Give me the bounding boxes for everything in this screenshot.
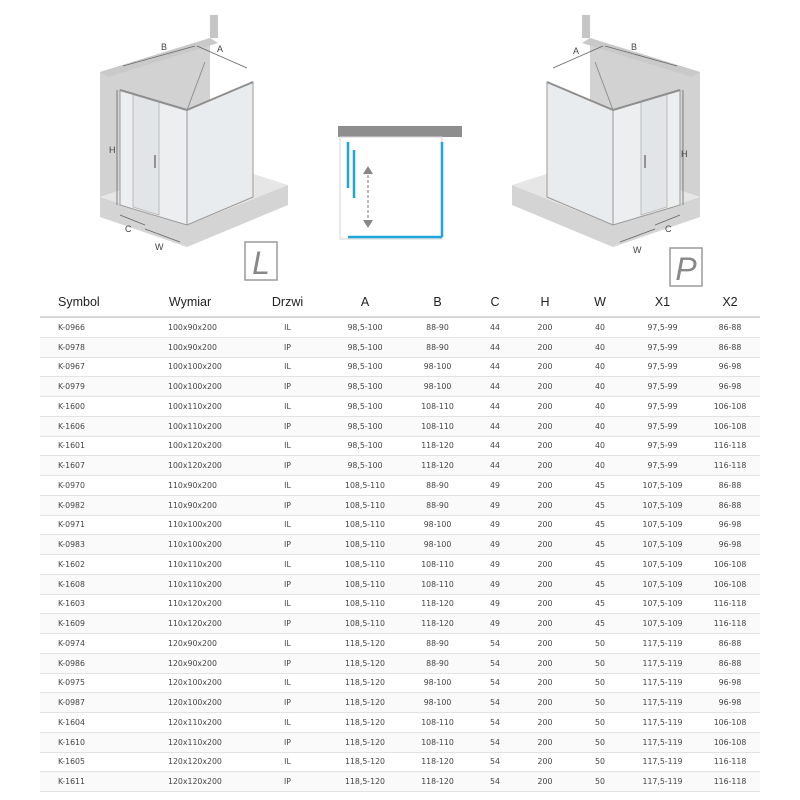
cell-c: 44: [475, 377, 515, 397]
cell-wymiar: 100x120x200: [135, 436, 245, 456]
cell-x1: 117,5-119: [625, 772, 700, 792]
left-dim-h-label: H: [109, 145, 116, 155]
cell-c: 54: [475, 732, 515, 752]
cell-drzwi: IL: [245, 594, 330, 614]
cell-x1: 97,5-99: [625, 377, 700, 397]
cell-c: 49: [475, 594, 515, 614]
cell-b: 98-100: [400, 515, 475, 535]
cell-x1: 107,5-109: [625, 535, 700, 555]
cell-h: 200: [515, 634, 575, 654]
cell-c: 54: [475, 752, 515, 772]
cell-symbol: K-0974: [40, 634, 135, 654]
cell-w: 45: [575, 594, 625, 614]
cell-c: 54: [475, 634, 515, 654]
cell-symbol: K-1609: [40, 614, 135, 634]
cell-wymiar: 120x100x200: [135, 693, 245, 713]
cell-x2: 96-98: [700, 515, 760, 535]
cell-wymiar: 120x90x200: [135, 653, 245, 673]
table-row: [40, 732, 760, 752]
cell-b: 108-110: [400, 713, 475, 733]
cell-drzwi: IP: [245, 772, 330, 792]
cell-x1: 107,5-109: [625, 555, 700, 575]
cell-a: 118,5-120: [330, 713, 400, 733]
left-dim-c-label: C: [125, 224, 132, 234]
cell-w: 40: [575, 436, 625, 456]
table-row: [40, 594, 760, 614]
column-header-symbol: Symbol: [40, 288, 135, 317]
profile-outline: [340, 137, 442, 239]
cell-h: 200: [515, 594, 575, 614]
cell-h: 200: [515, 515, 575, 535]
right-enclosure-diagram: [505, 10, 705, 290]
cell-a: 98,5-100: [330, 416, 400, 436]
cell-x1: 117,5-119: [625, 673, 700, 693]
cell-x2: 116-118: [700, 752, 760, 772]
cell-b: 108-110: [400, 574, 475, 594]
cell-x1: 107,5-109: [625, 476, 700, 496]
cell-drzwi: IP: [245, 377, 330, 397]
cell-c: 49: [475, 495, 515, 515]
cell-b: 118-120: [400, 752, 475, 772]
cell-a: 108,5-110: [330, 535, 400, 555]
cell-symbol: K-0966: [40, 317, 135, 337]
cell-drzwi: IL: [245, 397, 330, 417]
cell-a: 118,5-120: [330, 634, 400, 654]
cell-x2: 116-118: [700, 456, 760, 476]
cell-a: 108,5-110: [330, 476, 400, 496]
table-row: [40, 713, 760, 733]
cell-drzwi: IP: [245, 693, 330, 713]
cell-b: 88-90: [400, 476, 475, 496]
cell-w: 45: [575, 535, 625, 555]
table-row: [40, 673, 760, 693]
cell-symbol: K-0986: [40, 653, 135, 673]
cell-wymiar: 110x90x200: [135, 476, 245, 496]
cell-b: 108-110: [400, 416, 475, 436]
cell-b: 108-110: [400, 555, 475, 575]
cell-drzwi: IP: [245, 732, 330, 752]
right-dim-b-label: B: [631, 42, 638, 52]
cell-x1: 107,5-109: [625, 594, 700, 614]
table-row: [40, 614, 760, 634]
cell-a: 108,5-110: [330, 594, 400, 614]
cell-w: 40: [575, 377, 625, 397]
cell-x2: 86-88: [700, 495, 760, 515]
left-door-panel: [133, 94, 159, 215]
cell-x2: 96-98: [700, 673, 760, 693]
cell-h: 200: [515, 574, 575, 594]
cell-b: 88-90: [400, 317, 475, 337]
table-row: [40, 317, 760, 337]
cell-w: 50: [575, 673, 625, 693]
cell-h: 200: [515, 436, 575, 456]
cell-a: 98,5-100: [330, 377, 400, 397]
right-dim-c-label: C: [665, 224, 672, 234]
table-row: [40, 476, 760, 496]
cell-wymiar: 100x90x200: [135, 317, 245, 337]
cell-x1: 117,5-119: [625, 752, 700, 772]
cell-b: 98-100: [400, 535, 475, 555]
cell-x2: 86-88: [700, 634, 760, 654]
cell-symbol: K-1605: [40, 752, 135, 772]
cell-wymiar: 120x90x200: [135, 634, 245, 654]
cell-c: 44: [475, 436, 515, 456]
cell-x1: 117,5-119: [625, 713, 700, 733]
cell-c: 54: [475, 693, 515, 713]
right-side-wall-top: [582, 15, 590, 38]
cell-wymiar: 120x110x200: [135, 713, 245, 733]
cell-x1: 107,5-109: [625, 495, 700, 515]
cell-x1: 107,5-109: [625, 614, 700, 634]
cell-a: 118,5-120: [330, 732, 400, 752]
right-variant-letter: P: [675, 251, 697, 287]
cell-w: 50: [575, 634, 625, 654]
cell-c: 49: [475, 574, 515, 594]
cell-x1: 97,5-99: [625, 456, 700, 476]
left-dim-w-label: W: [155, 242, 164, 252]
column-header-w: W: [575, 288, 625, 317]
cell-symbol: K-0971: [40, 515, 135, 535]
cell-x2: 106-108: [700, 574, 760, 594]
cell-w: 50: [575, 752, 625, 772]
cell-h: 200: [515, 732, 575, 752]
cell-symbol: K-0978: [40, 337, 135, 357]
cell-wymiar: 100x110x200: [135, 416, 245, 436]
cell-symbol: K-1601: [40, 436, 135, 456]
cell-c: 54: [475, 772, 515, 792]
cell-c: 44: [475, 397, 515, 417]
cell-h: 200: [515, 752, 575, 772]
cell-x2: 86-88: [700, 653, 760, 673]
cell-c: 49: [475, 515, 515, 535]
cell-wymiar: 110x110x200: [135, 555, 245, 575]
cell-symbol: K-0979: [40, 377, 135, 397]
cell-b: 88-90: [400, 337, 475, 357]
cell-symbol: K-1600: [40, 397, 135, 417]
cell-x2: 106-108: [700, 713, 760, 733]
cell-x2: 116-118: [700, 614, 760, 634]
cell-w: 50: [575, 713, 625, 733]
cell-h: 200: [515, 693, 575, 713]
cell-symbol: K-0975: [40, 673, 135, 693]
cell-wymiar: 110x120x200: [135, 594, 245, 614]
cell-b: 88-90: [400, 653, 475, 673]
cell-w: 40: [575, 416, 625, 436]
cell-b: 98-100: [400, 357, 475, 377]
cell-b: 118-120: [400, 456, 475, 476]
cell-x2: 116-118: [700, 772, 760, 792]
cell-drzwi: IL: [245, 752, 330, 772]
cell-x1: 97,5-99: [625, 416, 700, 436]
cell-drzwi: IL: [245, 673, 330, 693]
cell-x2: 106-108: [700, 416, 760, 436]
cell-wymiar: 100x90x200: [135, 337, 245, 357]
cell-x2: 116-118: [700, 436, 760, 456]
cell-x1: 117,5-119: [625, 693, 700, 713]
cell-x1: 97,5-99: [625, 317, 700, 337]
cell-x2: 96-98: [700, 357, 760, 377]
column-header-c: C: [475, 288, 515, 317]
cell-w: 45: [575, 495, 625, 515]
cell-drzwi: IL: [245, 436, 330, 456]
cell-b: 98-100: [400, 377, 475, 397]
cell-c: 49: [475, 476, 515, 496]
cell-symbol: K-0967: [40, 357, 135, 377]
cell-x2: 106-108: [700, 397, 760, 417]
table-row: [40, 377, 760, 397]
right-dim-h-label: H: [681, 149, 688, 159]
cell-x2: 96-98: [700, 535, 760, 555]
cell-symbol: K-1602: [40, 555, 135, 575]
cell-x2: 86-88: [700, 317, 760, 337]
cell-b: 98-100: [400, 673, 475, 693]
cell-symbol: K-0987: [40, 693, 135, 713]
cell-w: 50: [575, 693, 625, 713]
cell-wymiar: 120x110x200: [135, 732, 245, 752]
table-row: [40, 337, 760, 357]
column-header-h: H: [515, 288, 575, 317]
table-row: [40, 357, 760, 377]
cell-drzwi: IP: [245, 416, 330, 436]
cell-x2: 86-88: [700, 337, 760, 357]
cell-x1: 107,5-109: [625, 515, 700, 535]
cell-wymiar: 120x120x200: [135, 772, 245, 792]
cell-wymiar: 110x100x200: [135, 535, 245, 555]
cell-x1: 97,5-99: [625, 397, 700, 417]
cell-drzwi: IP: [245, 337, 330, 357]
table-row: [40, 436, 760, 456]
table-row: [40, 653, 760, 673]
table-row: [40, 772, 760, 792]
cell-a: 108,5-110: [330, 495, 400, 515]
cell-w: 40: [575, 337, 625, 357]
cell-h: 200: [515, 614, 575, 634]
cell-a: 98,5-100: [330, 436, 400, 456]
cell-a: 118,5-120: [330, 673, 400, 693]
cell-symbol: K-1607: [40, 456, 135, 476]
cell-w: 40: [575, 357, 625, 377]
cell-drzwi: IP: [245, 653, 330, 673]
right-door-panel: [641, 94, 667, 215]
cell-c: 44: [475, 357, 515, 377]
cell-w: 45: [575, 515, 625, 535]
cell-b: 118-120: [400, 772, 475, 792]
cell-wymiar: 100x100x200: [135, 357, 245, 377]
cell-symbol: K-1603: [40, 594, 135, 614]
cell-b: 98-100: [400, 693, 475, 713]
cell-drzwi: IL: [245, 713, 330, 733]
cell-w: 50: [575, 653, 625, 673]
cell-a: 108,5-110: [330, 574, 400, 594]
cell-wymiar: 100x120x200: [135, 456, 245, 476]
table-body: [40, 317, 760, 792]
cell-b: 88-90: [400, 634, 475, 654]
cell-wymiar: 110x100x200: [135, 515, 245, 535]
cell-x1: 97,5-99: [625, 436, 700, 456]
cell-wymiar: 100x110x200: [135, 397, 245, 417]
left-side-wall-top: [210, 15, 218, 38]
table-row: [40, 752, 760, 772]
cell-symbol: K-1606: [40, 416, 135, 436]
table-row: [40, 416, 760, 436]
cell-x1: 117,5-119: [625, 634, 700, 654]
cell-symbol: K-1611: [40, 772, 135, 792]
cell-c: 54: [475, 673, 515, 693]
cell-w: 45: [575, 555, 625, 575]
cell-c: 54: [475, 713, 515, 733]
cell-wymiar: 120x120x200: [135, 752, 245, 772]
cell-x1: 97,5-99: [625, 357, 700, 377]
cell-drzwi: IP: [245, 495, 330, 515]
column-header-a: A: [330, 288, 400, 317]
right-dim-w-label: W: [633, 245, 642, 255]
cell-symbol: K-0982: [40, 495, 135, 515]
cell-h: 200: [515, 673, 575, 693]
cell-symbol: K-0970: [40, 476, 135, 496]
cell-h: 200: [515, 357, 575, 377]
left-variant-letter: L: [252, 245, 270, 281]
cell-c: 44: [475, 337, 515, 357]
cell-wymiar: 100x100x200: [135, 377, 245, 397]
table-row: [40, 515, 760, 535]
cell-c: 44: [475, 416, 515, 436]
cell-w: 50: [575, 772, 625, 792]
cell-drzwi: IP: [245, 456, 330, 476]
cell-h: 200: [515, 713, 575, 733]
cell-x2: 96-98: [700, 693, 760, 713]
cell-c: 49: [475, 535, 515, 555]
cell-b: 108-110: [400, 732, 475, 752]
cell-drzwi: IP: [245, 535, 330, 555]
cell-b: 108-110: [400, 397, 475, 417]
cell-x2: 116-118: [700, 594, 760, 614]
cell-b: 118-120: [400, 594, 475, 614]
cell-c: 44: [475, 317, 515, 337]
cell-drzwi: IP: [245, 574, 330, 594]
column-header-x2: X2: [700, 288, 760, 317]
column-header-x1: X1: [625, 288, 700, 317]
cell-a: 118,5-120: [330, 752, 400, 772]
cell-a: 98,5-100: [330, 397, 400, 417]
table-row: [40, 397, 760, 417]
table-row: [40, 574, 760, 594]
table-row: [40, 495, 760, 515]
right-dim-a-label: A: [573, 46, 580, 56]
cell-a: 98,5-100: [330, 337, 400, 357]
cell-b: 118-120: [400, 436, 475, 456]
table-row: [40, 535, 760, 555]
cell-h: 200: [515, 772, 575, 792]
cell-h: 200: [515, 337, 575, 357]
left-enclosure-diagram: [95, 10, 295, 290]
cell-h: 200: [515, 555, 575, 575]
cell-a: 98,5-100: [330, 357, 400, 377]
cell-w: 40: [575, 317, 625, 337]
left-dim-b-label: B: [161, 42, 168, 52]
cell-w: 40: [575, 456, 625, 476]
cell-b: 118-120: [400, 614, 475, 634]
cell-wymiar: 110x110x200: [135, 574, 245, 594]
cell-symbol: K-0983: [40, 535, 135, 555]
cell-c: 44: [475, 456, 515, 476]
table-row: [40, 634, 760, 654]
column-header-b: B: [400, 288, 475, 317]
cell-h: 200: [515, 535, 575, 555]
cell-h: 200: [515, 653, 575, 673]
table-row: [40, 555, 760, 575]
table-row: [40, 456, 760, 476]
cell-drzwi: IL: [245, 634, 330, 654]
specification-table: [40, 288, 760, 792]
cell-a: 118,5-120: [330, 693, 400, 713]
cell-symbol: K-1604: [40, 713, 135, 733]
left-dim-a-label: A: [217, 44, 224, 54]
cell-h: 200: [515, 317, 575, 337]
cell-x2: 106-108: [700, 732, 760, 752]
table-header-row: [40, 288, 760, 317]
ceiling-bar: [338, 126, 462, 137]
cell-x2: 96-98: [700, 377, 760, 397]
cell-w: 45: [575, 614, 625, 634]
cell-w: 40: [575, 397, 625, 417]
cell-w: 45: [575, 476, 625, 496]
cell-x2: 86-88: [700, 476, 760, 496]
profile-adjustment-diagram: [330, 118, 470, 248]
cell-c: 49: [475, 555, 515, 575]
cell-x1: 117,5-119: [625, 732, 700, 752]
cell-h: 200: [515, 476, 575, 496]
column-header-wymiar: Wymiar: [135, 288, 245, 317]
cell-drzwi: IL: [245, 476, 330, 496]
cell-a: 118,5-120: [330, 653, 400, 673]
cell-a: 108,5-110: [330, 614, 400, 634]
cell-a: 98,5-100: [330, 456, 400, 476]
cell-x1: 107,5-109: [625, 574, 700, 594]
cell-wymiar: 110x120x200: [135, 614, 245, 634]
cell-a: 118,5-120: [330, 772, 400, 792]
column-header-drzwi: Drzwi: [245, 288, 330, 317]
cell-symbol: K-1610: [40, 732, 135, 752]
cell-wymiar: 120x100x200: [135, 673, 245, 693]
cell-x2: 106-108: [700, 555, 760, 575]
cell-b: 88-90: [400, 495, 475, 515]
cell-a: 108,5-110: [330, 515, 400, 535]
cell-a: 98,5-100: [330, 317, 400, 337]
cell-drzwi: IL: [245, 555, 330, 575]
cell-w: 50: [575, 732, 625, 752]
cell-drzwi: IL: [245, 515, 330, 535]
cell-wymiar: 110x90x200: [135, 495, 245, 515]
cell-h: 200: [515, 456, 575, 476]
cell-h: 200: [515, 377, 575, 397]
cell-a: 108,5-110: [330, 555, 400, 575]
cell-h: 200: [515, 416, 575, 436]
cell-drzwi: IL: [245, 317, 330, 337]
cell-c: 49: [475, 614, 515, 634]
cell-x1: 97,5-99: [625, 337, 700, 357]
cell-drzwi: IP: [245, 614, 330, 634]
cell-w: 45: [575, 574, 625, 594]
cell-h: 200: [515, 397, 575, 417]
cell-c: 54: [475, 653, 515, 673]
cell-h: 200: [515, 495, 575, 515]
cell-x1: 117,5-119: [625, 653, 700, 673]
cell-symbol: K-1608: [40, 574, 135, 594]
table-row: [40, 693, 760, 713]
cell-drzwi: IL: [245, 357, 330, 377]
